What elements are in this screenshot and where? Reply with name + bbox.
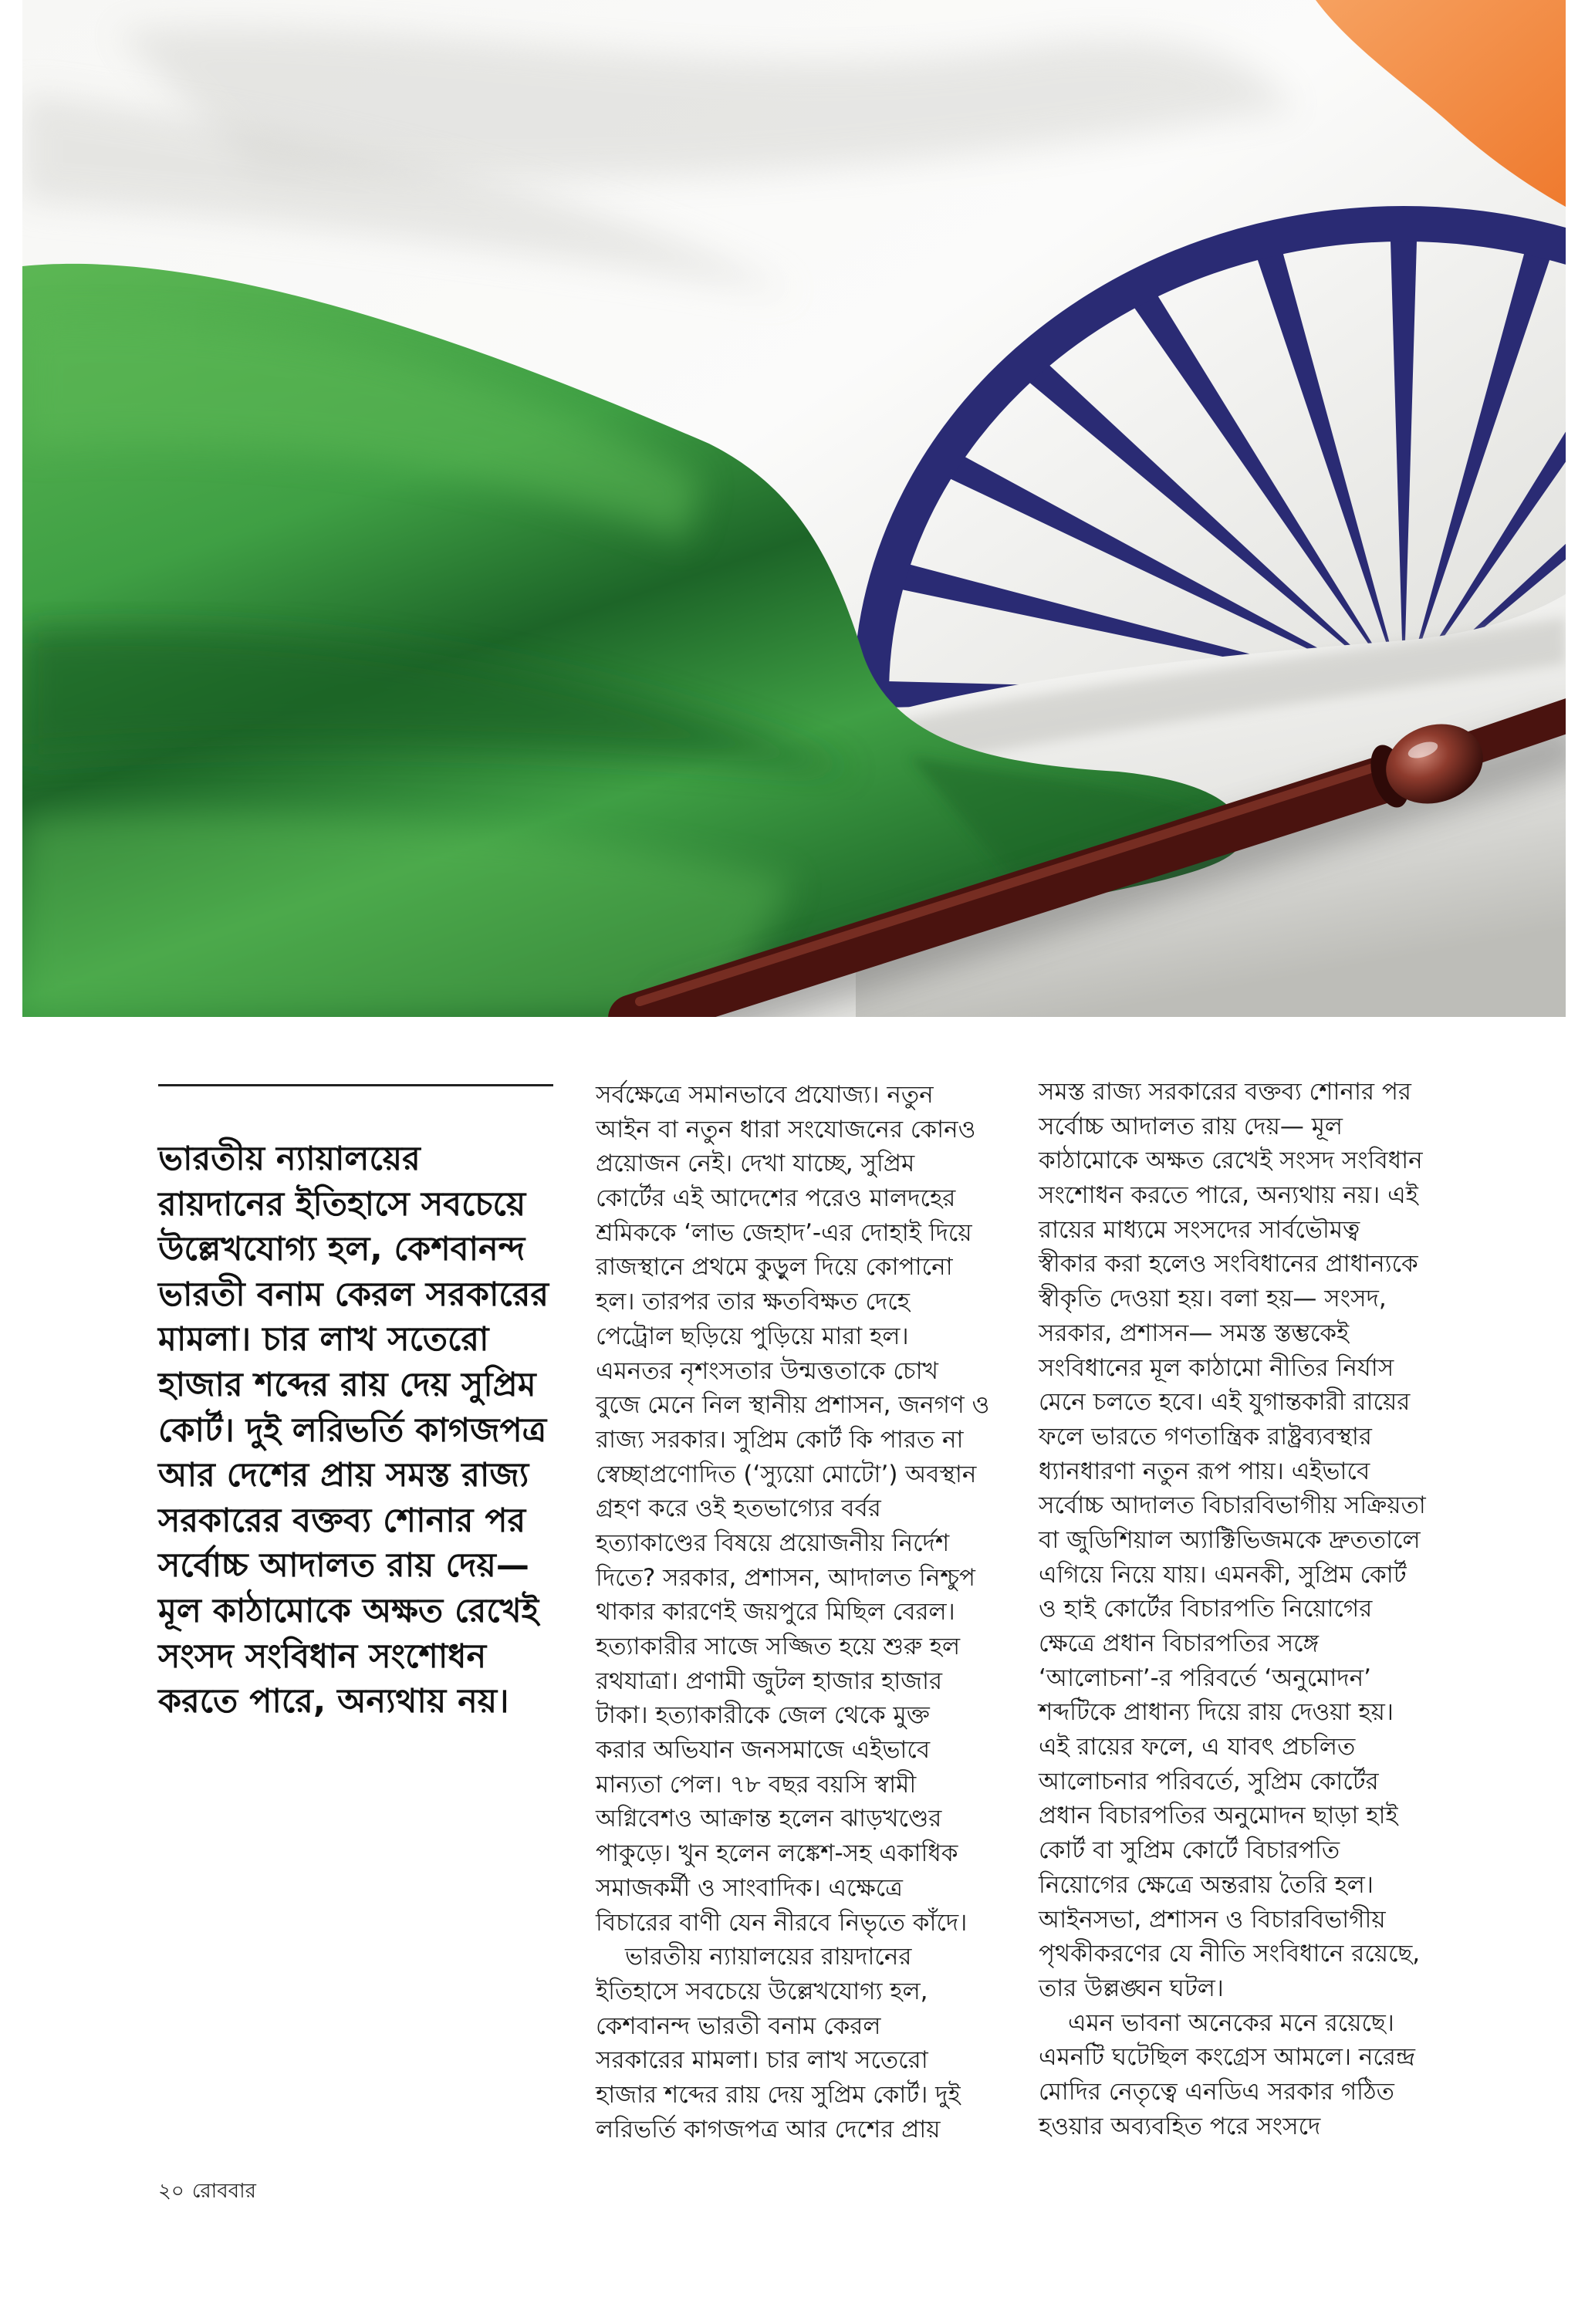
pull-quote-line: মামলা। চার লাখ সতেরো (158, 1320, 489, 1360)
body-line: সরকারের মামলা। চার লাখ সতেরো (596, 2046, 928, 2075)
body-line: ‘আলোচনা’-র পরিবর্তে ‘অনুমোদন’ (1039, 1664, 1372, 1692)
flag-and-gavel-photo (22, 0, 1566, 1017)
pull-quote-line: সরকারের বক্তব্য শোনার পর (158, 1501, 526, 1540)
pull-quote-line: ভারতী বনাম কেরল সরকারের (158, 1275, 549, 1314)
body-line: হাজার শব্দের রায় দেয় সুপ্রিম কোর্ট। দুই (596, 2080, 961, 2109)
pull-quote-line: ভারতীয় ন্যায়ালয়ের (158, 1140, 421, 1178)
body-line: দিতে? সরকার, প্রশাসন, আদালত নিশ্চুপ (596, 1563, 975, 1592)
body-line: রায়ের মাধ্যমে সংসদের সার্বভৌমত্ব (1039, 1215, 1360, 1244)
pull-quote-line: মূল কাঠামোকে অক্ষত রেখেই (158, 1591, 539, 1630)
article-column-1 (596, 1078, 989, 2147)
pull-quote-line: আর দেশের প্রায় সমস্ত রাজ্য (158, 1456, 529, 1495)
body-line: স্বীকার করা হলেও সংবিধানের প্রাধান্যকে (1039, 1250, 1418, 1279)
body-line: কেশবানন্দ ভারতী বনাম কেরল (596, 2012, 881, 2040)
body-line: মান্যতা পেল। ৭৮ বছর বয়সি স্বামী (596, 1770, 917, 1799)
pull-quote-line: উল্লেখযোগ্য হল, কেশবানন্দ (158, 1230, 525, 1269)
body-line: ক্ষেত্রে প্রধান বিচারপতির সঙ্গে (1039, 1630, 1320, 1657)
article-column-2 (1039, 1075, 1436, 2143)
pull-quote-line: রায়দানের ইতিহাসে সবচেয়ে (158, 1184, 526, 1224)
body-line: মোদির নেতৃত্বে এনডিএ সরকার গঠিত (1039, 2077, 1394, 2106)
pull-quote-rule (158, 1084, 553, 1086)
body-line: এমনতর নৃশংসতার উন্মত্ততাকে চোখ (596, 1356, 938, 1385)
pull-quote-line: সংসদ সংবিধান সংশোধন (158, 1637, 487, 1676)
body-line: মেনে চলতে হবে। এই যুগান্তকারী রায়ের (1039, 1388, 1411, 1417)
body-line: হল। তারপর তার ক্ষতবিক্ষত দেহে (596, 1288, 911, 1316)
body-line: কাঠামোকে অক্ষত রেখেই সংসদ সংবিধান (1039, 1147, 1423, 1175)
body-line: হত্যাকাণ্ডের বিষয়ে প্রয়োজনীয় নির্দেশ (596, 1529, 950, 1557)
body-line: সর্বোচ্চ আদালত রায় দেয়— মূল (1039, 1112, 1343, 1140)
body-line: শ্রমিককে ‘লাভ জেহাদ’-এর দোহাই দিয়ে (596, 1218, 972, 1247)
body-line: বিচারের বাণী যেন নীরবে নিভৃতে কাঁদে। (596, 1908, 968, 1937)
page-number: ২০ (158, 2180, 184, 2203)
pull-quote-line: সর্বোচ্চ আদালত রায় দেয়— (158, 1546, 529, 1586)
body-line: পৃথকীকরণের যে নীতি সংবিধানে রয়েছে, (1039, 1940, 1421, 1968)
body-line: আইনসভা, প্রশাসন ও বিচারবিভাগীয় (1039, 1905, 1386, 1934)
body-line: এই রায়ের ফলে, এ যাবৎ প্রচলিত (1039, 1733, 1356, 1762)
publication-name: রোববার (191, 2180, 256, 2203)
body-line: তার উল্লঙ্ঘন ঘটল। (1039, 1974, 1224, 2002)
pull-quote-line: হাজার শব্দের রায় দেয় সুপ্রিম (158, 1365, 536, 1404)
body-line: সংবিধানের মূল কাঠামো নীতির নির্যাস (1039, 1353, 1394, 1382)
body-line: ইতিহাসে সবচেয়ে উল্লেখযোগ্য হল, (596, 1977, 928, 2005)
body-line: হত্যাকারীর সাজে সজ্জিত হয়ে শুরু হল (596, 1633, 961, 1660)
body-line: প্রয়োজন নেই। দেখা যাচ্ছে, সুপ্রিম (596, 1150, 915, 1178)
body-line: হওয়ার অব্যবহিত পরে সংসদে (1039, 2112, 1321, 2140)
body-line: পাকুড়ে। খুন হলেন লঙ্কেশ-সহ একাধিক (596, 1839, 958, 1868)
body-line: এমনটি ঘটেছিল কংগ্রেস আমলে। নরেন্দ্র (1039, 2043, 1416, 2072)
body-line: টাকা। হত্যাকারীকে জেল থেকে মুক্ত (596, 1701, 930, 1730)
body-line: লরিভর্তি কাগজপত্র আর দেশের প্রায় (596, 2115, 941, 2143)
body-line: থাকার কারণেই জয়পুরে মিছিল বেরল। (596, 1598, 955, 1626)
body-line: সর্বক্ষেত্রে সমানভাবে প্রযোজ্য। নতুন (596, 1081, 934, 1109)
body-line: গ্রহণ করে ওই হতভাগ্যের বর্বর (596, 1495, 881, 1523)
pull-quote (158, 1137, 575, 1724)
body-line: অগ্নিবেশও আক্রান্ত হলেন ঝাড়খণ্ডের (596, 1805, 942, 1833)
body-line: রাজ্য সরকার। সুপ্রিম কোর্ট কি পারত না (596, 1425, 964, 1454)
body-line: স্বেচ্ছাপ্রণোদিত (‘স্যুয়ো মোটো’) অবস্থান (596, 1460, 977, 1488)
body-line: প্রধান বিচারপতির অনুমোদন ছাড়া হাই (1039, 1802, 1398, 1830)
body-line: বুজে মেনে নিল স্থানীয় প্রশাসন, জনগণ ও (596, 1391, 990, 1420)
pull-quote-line: কোর্ট। দুই লরিভর্তি কাগজপত্র (158, 1410, 547, 1450)
body-line: বা জুডিশিয়াল অ্যাক্টিভিজমকে দ্রুততালে (1039, 1525, 1421, 1554)
body-line: রাজস্থানে প্রথমে কুড়ুল দিয়ে কোপানো (596, 1253, 953, 1282)
paragraph-start-line: এমন ভাবনা অনেকের মনে রয়েছে। (1068, 2008, 1394, 2037)
body-line: রথযাত্রা। প্রণামী জুটল হাজার হাজার (596, 1667, 943, 1695)
body-line: আইন বা নতুন ধারা সংযোজনের কোনও (596, 1115, 976, 1143)
body-line: সমাজকর্মী ও সাংবাদিক। এক্ষেত্রে (596, 1873, 903, 1902)
body-line: কোর্টের এই আদেশের পরেও মালদহের (596, 1184, 956, 1213)
body-line: কোর্ট বা সুপ্রিম কোর্টে বিচারপতি (1039, 1836, 1340, 1865)
pull-quote-line: করতে পারে, অন্যথায় নয়। (158, 1682, 509, 1721)
body-line: আলোচনার পরিবর্তে, সুপ্রিম কোর্টের (1039, 1767, 1379, 1795)
body-line: সমস্ত রাজ্য সরকারের বক্তব্য শোনার পর (1039, 1078, 1411, 1106)
body-line: এগিয়ে নিয়ে যায়। এমনকী, সুপ্রিম কোর্ট (1039, 1560, 1407, 1589)
body-line: সরকার, প্রশাসন— সমস্ত স্তম্ভকেই (1039, 1319, 1350, 1347)
body-line: সর্বোচ্চ আদালত বিচারবিভাগীয় সক্রিয়তা (1039, 1491, 1426, 1520)
paragraph-start-line: ভারতীয় ন্যায়ালয়ের রায়দানের (625, 1943, 912, 1971)
body-line: সংশোধন করতে পারে, অন্যথায় নয়। এই (1039, 1181, 1418, 1210)
body-line: ফলে ভারতে গণতান্ত্রিক রাষ্ট্রব্যবস্থার (1039, 1422, 1372, 1451)
body-line: ধ্যানধারণা নতুন রূপ পায়। এইভাবে (1039, 1457, 1370, 1485)
body-line: ও হাই কোর্টের বিচারপতি নিয়োগের (1039, 1595, 1373, 1623)
body-line: করার অভিযান জনসমাজে এইভাবে (596, 1736, 931, 1765)
body-line: পেট্রোল ছড়িয়ে পুড়িয়ে মারা হল। (596, 1322, 909, 1350)
body-line: শব্দটিকে প্রাধান্য দিয়ে রায় দেওয়া হয়। (1039, 1698, 1394, 1727)
body-line: নিয়োগের ক্ষেত্রে অন্তরায় তৈরি হল। (1039, 1870, 1374, 1899)
page-footer (158, 2177, 256, 2205)
body-line: স্বীকৃতি দেওয়া হয়। বলা হয়— সংসদ, (1039, 1285, 1387, 1313)
